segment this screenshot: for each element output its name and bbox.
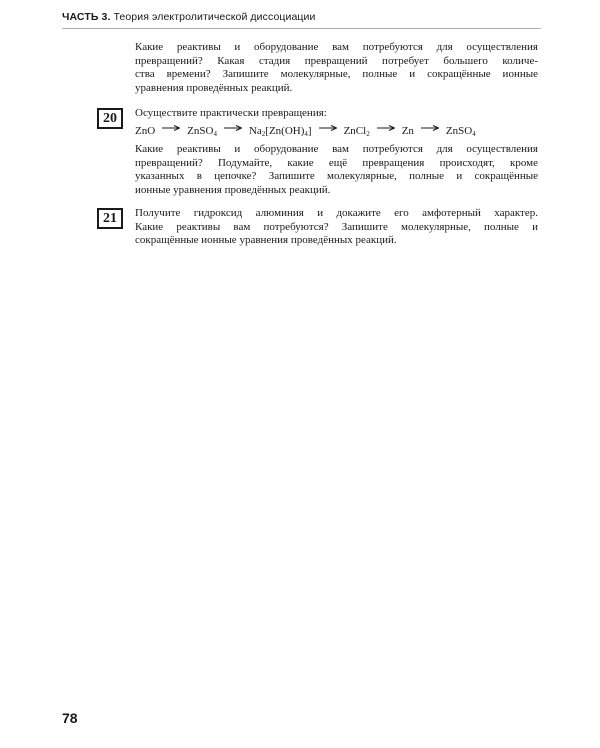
arrow-icon — [319, 125, 337, 131]
arrow-icon — [224, 125, 242, 131]
arrow-icon — [162, 125, 180, 131]
text-line: превращений? Подумайте, какие ещё превращения происходят, кроме — [135, 156, 538, 169]
part-label: ЧАСТЬ 3. — [62, 11, 111, 23]
text-line: Какие реактивы и оборудование вам потребуются для осуществления — [135, 41, 538, 53]
task21-body — [135, 207, 538, 248]
page-number: 78 — [62, 710, 78, 726]
formula-zn: Zn — [401, 125, 414, 137]
formula-zncl2: ZnCl2 — [343, 125, 370, 138]
intro-paragraph — [135, 41, 538, 95]
task20-body — [135, 143, 538, 197]
text-line: Осуществите практически превращения: — [135, 107, 327, 119]
formula-tetrahydroxozincate: Na2[Zn(OH)4] — [248, 125, 312, 138]
text-line: уравнения проведённых реакций. — [135, 81, 293, 94]
formula-znso4: ZnSO4 — [445, 125, 476, 138]
text-line: сокращённые ионные уравнения проведённых реакций. — [135, 234, 397, 246]
text-line: ионные уравнения проведённых реакций. — [135, 183, 331, 196]
text-line: ства времени? Запишите молекулярные, полные и сокращённые ионные — [135, 68, 538, 80]
text-line: превращений? Какая стадия превращений потребует большего количе- — [135, 54, 538, 67]
text-line: Какие реактивы и оборудование вам потребуются для осуществления — [135, 143, 538, 155]
text-line: Получите гидроксид алюминия и докажите его амфотерный характер. — [135, 207, 538, 219]
arrow-icon — [421, 125, 439, 131]
header-divider — [62, 28, 541, 29]
formula-zno: ZnO — [135, 125, 156, 137]
task-number-box: 20 — [97, 108, 123, 129]
task20-lead — [135, 107, 538, 121]
text-line: Какие реактивы вам потребуются? Запишите молекулярные, полные и — [135, 220, 538, 233]
header-title: Теория электролитической диссоциации — [113, 11, 316, 23]
formula-znso4: ZnSO4 — [187, 125, 217, 138]
arrow-icon — [377, 125, 395, 131]
running-header — [62, 11, 315, 23]
task-number-box: 21 — [97, 208, 123, 229]
text-line: указанных в цепочке? Запишите молекулярные, полные и сокращённые — [135, 170, 538, 182]
transformation-chain — [135, 125, 476, 137]
